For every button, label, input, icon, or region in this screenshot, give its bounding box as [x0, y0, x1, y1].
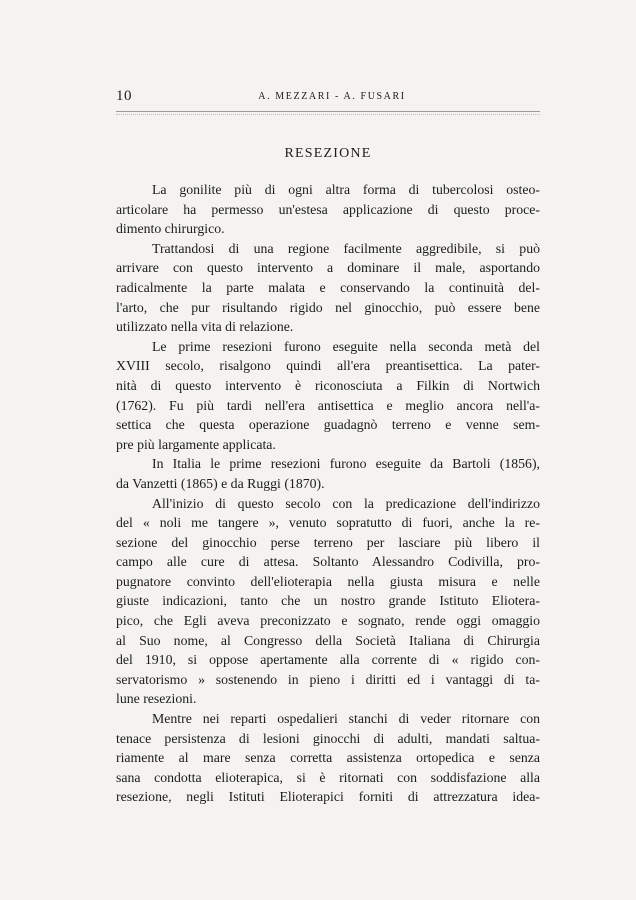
text-line: Trattandosi di una regione facilmente aggredibile, si può [152, 240, 540, 256]
running-head [116, 88, 540, 106]
section-title: RESEZIONE [284, 146, 372, 161]
text-line: nità di questo intervento è riconosciuta a Filkin di Nortwich [116, 377, 540, 393]
text-line: lune resezioni. [116, 691, 197, 707]
text-line: l'arto, che pur risultando rigido nel ginocchio, può essere bene [116, 299, 540, 315]
text-line: pre più largamente applicata. [116, 436, 276, 452]
text-line: La gonilite più di ogni altra forma di tubercolosi osteo- [152, 182, 540, 197]
header-rule-secondary [116, 114, 540, 115]
running-head-authors: A. MEZZARI - A. FUSARI [258, 91, 406, 102]
text-line: XVIII secolo, risalgono quindi all'era preantisettica. La pater- [116, 358, 540, 374]
body-text [116, 180, 540, 807]
page-number: 10 [116, 88, 132, 104]
text-line: Mentre nei reparti ospedalieri stanchi di veder ritornare con [152, 711, 540, 727]
header-rule [116, 111, 540, 112]
text-line: In Italia le prime resezioni furono eseguite da Bartoli (1856), [152, 456, 540, 472]
text-line: arrivare con questo intervento a dominare il male, asportando [116, 260, 540, 276]
text-line: riamente al mare senza corretta assistenza ortopedica e senza [116, 750, 540, 766]
text-line: al Suo nome, al Congresso della Società Italiana di Chirurgia [116, 632, 540, 648]
text-line: radicalmente la parte malata e conservando la continuità del- [116, 279, 540, 295]
text-line: sana condotta elioterapica, si è ritornati con soddisfazione alla [116, 769, 540, 785]
text-line: campo alle cure di attesa. Soltanto Alessandro Codivilla, pro- [116, 554, 540, 570]
text-line: settica che questa operazione guadagnò terreno e venne sem- [116, 417, 540, 433]
text-line: giuste indicazioni, tanto che un nostro grande Istituto Eliotera- [116, 593, 540, 609]
text-line: dimento chirurgico. [116, 221, 225, 237]
text-line: articolare ha permesso un'estesa applicazione di questo proce- [116, 201, 540, 217]
text-line: tenace persistenza di lesioni ginocchi di adulti, mandati saltua- [116, 730, 540, 746]
text-line: sezione del ginocchio perse terreno per lasciare più libero il [116, 534, 540, 550]
text-line: da Vanzetti (1865) e da Ruggi (1870). [116, 475, 325, 491]
text-line: utilizzato nella vita di relazione. [116, 319, 294, 335]
text-line: del « noli me tangere », venuto sopratutto di fuori, anche la re- [116, 515, 540, 531]
text-line: del 1910, si oppose apertamente alla corrente di « rigido con- [116, 652, 540, 668]
text-line: Le prime resezioni furono eseguite nella seconda metà del [152, 338, 540, 354]
text-line: (1762). Fu più tardi nell'era antisettica e meglio ancora nell'a- [116, 397, 540, 413]
text-line: servatorismo » sostenendo in pieno i diritti ed i vantaggi di ta- [116, 671, 540, 687]
text-line: resezione, negli Istituti Elioterapici forniti di attrezzatura idea- [116, 789, 540, 805]
text-line: pugnatore convinto dell'elioterapia nella giusta misura e nelle [116, 573, 540, 589]
text-line: All'inizio di questo secolo con la predicazione dell'indirizzo [152, 495, 540, 511]
text-line: pico, che Egli aveva preconizzato e sognato, rende oggi omaggio [116, 613, 540, 629]
